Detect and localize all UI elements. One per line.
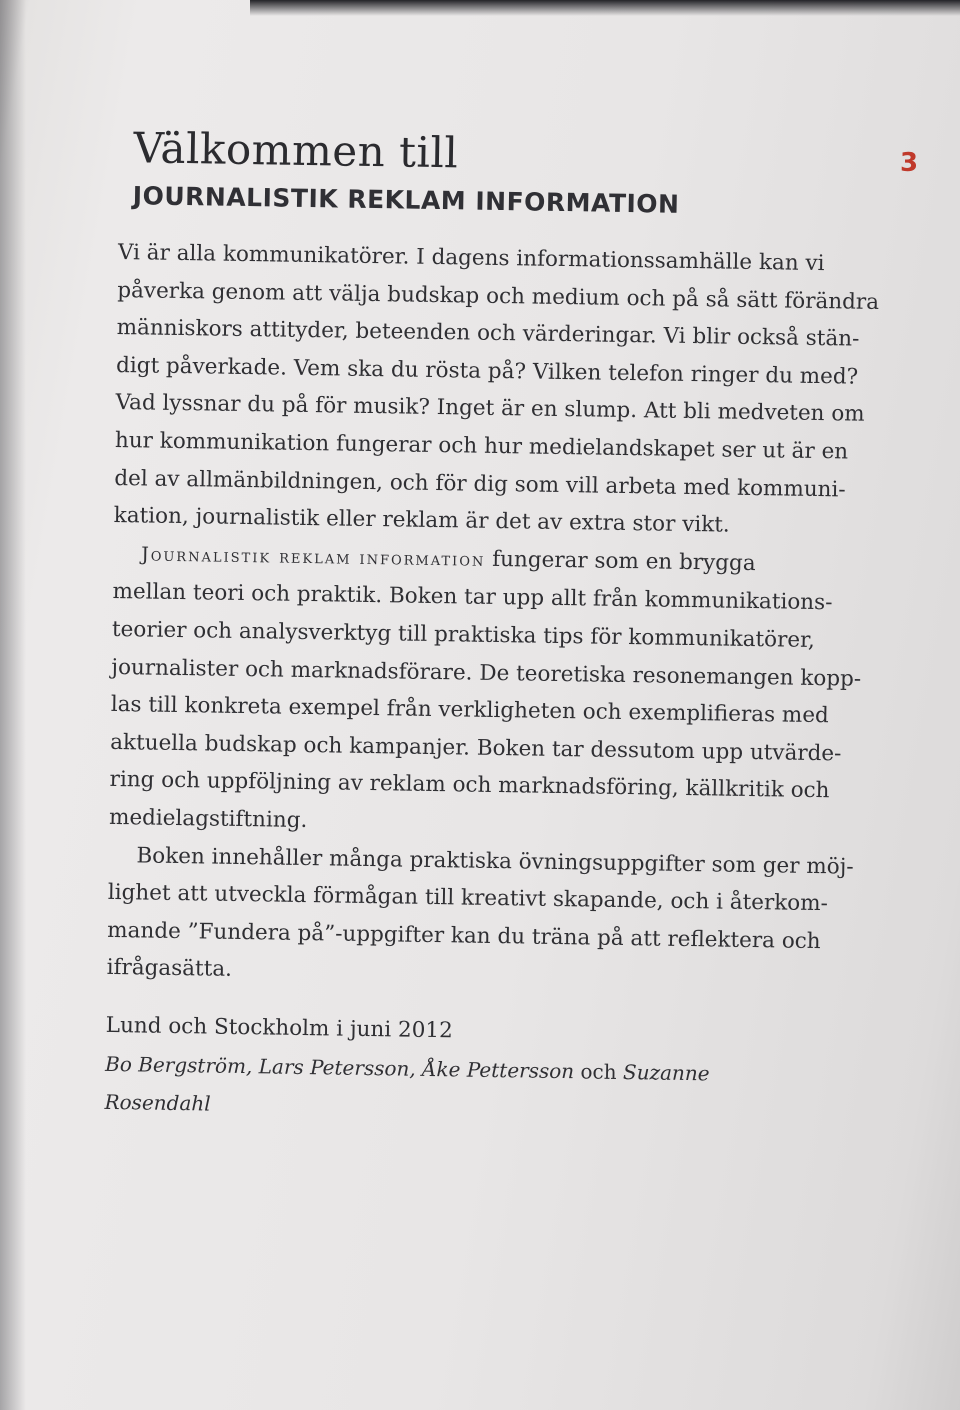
top-edge-shadow [250, 0, 960, 16]
preface-content [104, 120, 880, 1132]
paragraph-3 [106, 836, 854, 997]
text-line: las till konkreta exempel från verkligheten och exemplifieras med [110, 692, 829, 729]
paragraph-1 [113, 234, 880, 546]
text-line: kation, journalistik eller reklam är det av extra stor vikt. [113, 503, 730, 538]
page-title: Välkommen till [133, 123, 459, 178]
text-line: ifrågasätta. [106, 955, 233, 983]
page-corner [910, 1360, 960, 1410]
text-line: Vi är alla kommunikatörer. I dagens informationssamhälle kan vi [117, 239, 825, 277]
lead-continuation: fungerar som en brygga [485, 546, 756, 576]
text-line: medielagstiftning. [108, 804, 308, 833]
text-line: mande ”Fundera på”-uppgifter kan du träna på att reflektera och [107, 917, 821, 954]
text-line: digt påverkade. Vem ska du rösta på? Vilken telefon ringer du med? [115, 352, 859, 390]
book-title-smallcaps: Journalistik reklam information [141, 543, 486, 571]
text-line: Boken innehåller många praktiska övningsuppgifter som ger möj- [136, 842, 854, 880]
signoff [104, 1007, 806, 1132]
text-line: del av allmänbildningen, och för dig som vill arbeta med kommuni- [114, 465, 846, 503]
text-line: journalister och marknadsförare. De teoretiska resonemangen kopp- [111, 654, 862, 692]
authors-conjunction: och [573, 1059, 624, 1084]
text-line: aktuella budskap och kampanjer. Boken tar dessutom upp utvärde- [110, 729, 842, 767]
text-line: ring och uppföljning av reklam och marknadsföring, källkritik och [109, 767, 830, 804]
text-line: lighet att utveckla förmågan till kreativt skapande, och i återkom- [107, 880, 829, 917]
text-line: påverka genom att välja budskap och medium och på så sätt förändra [117, 277, 880, 315]
paragraph-2 [108, 535, 862, 848]
text-line: teorier och analysverktyg till praktiska tips för kommunikatörer, [111, 616, 816, 653]
place-and-date: Lund och Stockholm i juni 2012 [105, 1012, 453, 1044]
text-line: Vad lyssnar du på för musik? Inget är en slump. Att bli medveten om [115, 390, 865, 428]
authors [104, 1045, 805, 1132]
page-number: 3 [900, 148, 919, 178]
spine-shadow [0, 0, 26, 1410]
text-line: hur kommunikation fungerar och hur medielandskapet ser ut är en [114, 427, 849, 465]
text-line: mellan teori och praktik. Boken tar upp allt från kommunikations- [112, 579, 833, 616]
book-title-subtitle: JOURNALISTIK REKLAM INFORMATION [132, 181, 680, 219]
text-line: människors attityder, beteenden och värderingar. Vi blir också stän- [116, 315, 860, 352]
authors-last: Suzanne Rosendahl [104, 1059, 710, 1116]
authors-first: Bo Bergström, Lars Petersson, Åke Pettersson [104, 1051, 575, 1084]
